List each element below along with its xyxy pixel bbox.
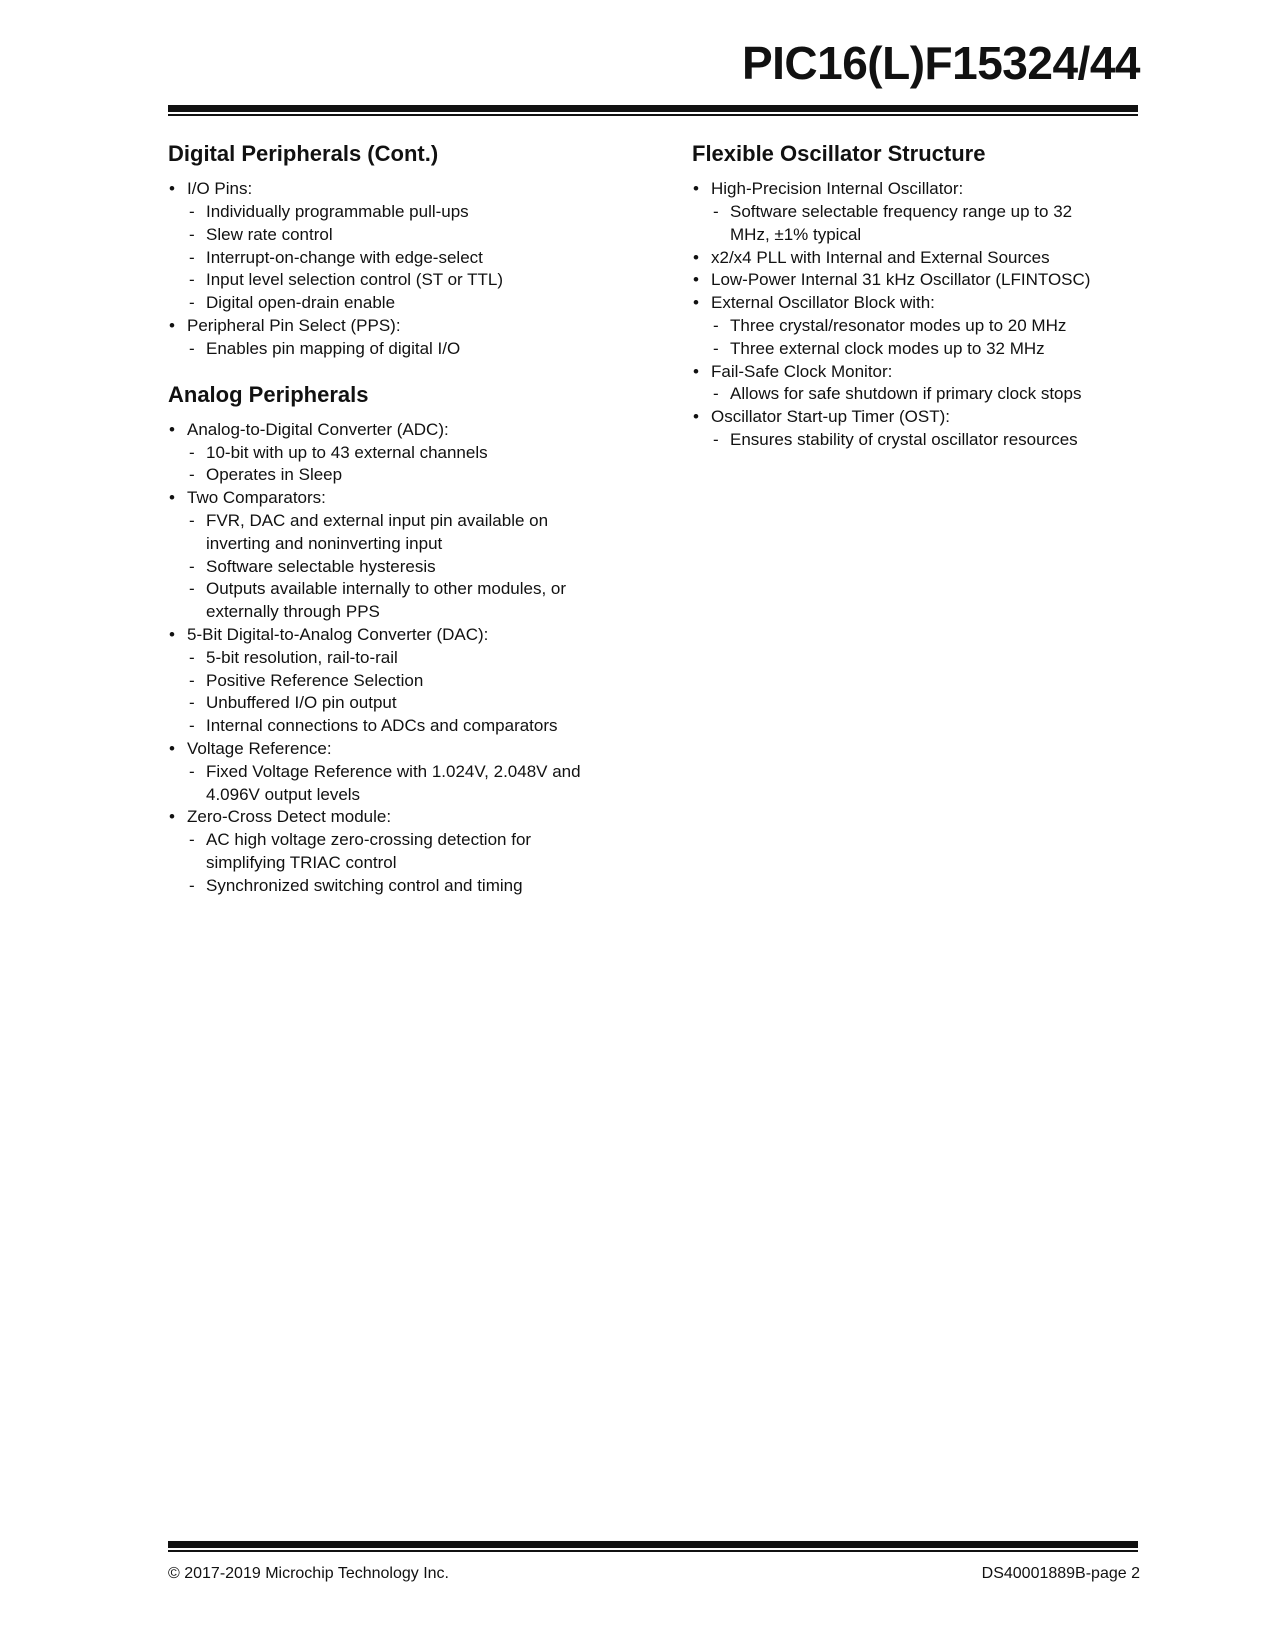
bullet-text: x2/x4 PLL with Internal and External Sources — [711, 247, 1050, 267]
sub-item: - 5-bit resolution, rail-to-rail — [187, 647, 583, 670]
bullet-text: Analog-to-Digital Converter (ADC): — [187, 419, 449, 439]
sub-item: - Internal connections to ADCs and comparators — [187, 715, 583, 738]
bullet-item — [692, 269, 1107, 292]
sub-item: - Slew rate control — [187, 224, 583, 247]
sub-item: - AC high voltage zero-crossing detection for simplifying TRIAC control — [187, 829, 583, 875]
sub-item: - Outputs available internally to other modules, or externally through PPS — [187, 578, 583, 624]
section-heading-analog-peripherals: Analog Peripherals — [168, 381, 369, 407]
bullet-item — [168, 315, 583, 361]
sub-list — [187, 510, 583, 624]
sub-item: - Enables pin mapping of digital I/O — [187, 338, 583, 361]
right-column — [692, 138, 1107, 452]
bullet-item — [692, 178, 1107, 246]
bullet-text: Low-Power Internal 31 kHz Oscillator (LFINTOSC) — [711, 270, 1091, 290]
bullet-text: Two Comparators: — [187, 488, 326, 508]
sub-item: - Synchronized switching control and timing — [187, 875, 583, 898]
bullet-list — [168, 419, 583, 898]
left-column — [168, 138, 583, 897]
bullet-item — [692, 406, 1107, 452]
footer-rule-thin — [168, 1550, 1138, 1552]
bullet-text: I/O Pins: — [187, 179, 253, 199]
bullet-item — [168, 487, 583, 624]
sub-item: - Input level selection control (ST or TTL) — [187, 269, 583, 292]
sub-list — [187, 338, 583, 361]
bullet-text: Peripheral Pin Select (PPS): — [187, 315, 401, 335]
sub-list — [187, 201, 583, 315]
section-heading-flexible-oscillator-structure: Flexible Oscillator Structure — [692, 141, 986, 166]
bullet-text: Oscillator Start-up Timer (OST): — [711, 407, 950, 427]
bullet-list — [692, 178, 1107, 452]
bullet-list — [168, 178, 583, 360]
sub-list — [187, 442, 583, 488]
footer-page-number: DS40001889B-page 2 — [981, 1565, 1140, 1582]
header-rule-thick — [168, 105, 1138, 112]
bullet-item — [692, 361, 1107, 407]
sub-list — [711, 383, 1107, 406]
sub-item: - Ensures stability of crystal oscillator resources — [711, 429, 1107, 452]
sub-item: - Allows for safe shutdown if primary clock stops — [711, 383, 1107, 406]
bullet-text: External Oscillator Block with: — [711, 293, 935, 313]
bullet-item — [168, 624, 583, 738]
sub-list — [711, 315, 1107, 361]
sub-item: - Positive Reference Selection — [187, 670, 583, 693]
sub-item: - Three external clock modes up to 32 MHz — [711, 338, 1107, 361]
bullet-text: Voltage Reference: — [187, 738, 332, 758]
sub-item: - Three crystal/resonator modes up to 20 MHz — [711, 315, 1107, 338]
bullet-item — [168, 419, 583, 487]
bullet-item — [168, 806, 583, 897]
sub-list — [187, 829, 583, 897]
bullet-item — [168, 738, 583, 806]
sub-list — [711, 201, 1107, 247]
header-rule-thin — [168, 114, 1138, 116]
sub-item: - Fixed Voltage Reference with 1.024V, 2.048V and 4.096V output levels — [187, 761, 583, 807]
sub-item: - Interrupt-on-change with edge-select — [187, 247, 583, 270]
sub-item: - Individually programmable pull-ups — [187, 201, 583, 224]
bullet-text: Zero-Cross Detect module: — [187, 807, 392, 827]
bullet-item — [692, 247, 1107, 270]
sub-list — [187, 647, 583, 738]
sub-item: - Operates in Sleep — [187, 464, 583, 487]
sub-list — [187, 761, 583, 807]
bullet-text: High-Precision Internal Oscillator: — [711, 179, 964, 199]
sub-item: - 10-bit with up to 43 external channels — [187, 442, 583, 465]
document-title: PIC16(L)F15324/44 — [741, 37, 1140, 89]
section-heading-digital-peripherals-cont: Digital Peripherals (Cont.) — [168, 141, 439, 166]
footer-rule-thick — [168, 1541, 1138, 1548]
sub-item: - Software selectable hysteresis — [187, 556, 583, 579]
footer-copyright: © 2017-2019 Microchip Technology Inc. — [168, 1565, 449, 1582]
bullet-item — [168, 178, 583, 315]
sub-list — [711, 429, 1107, 452]
sub-item: - FVR, DAC and external input pin available on inverting and noninverting input — [187, 510, 583, 556]
sub-item: - Software selectable frequency range up to 32 MHz, ±1% typical — [711, 201, 1107, 247]
sub-item: - Digital open-drain enable — [187, 292, 583, 315]
bullet-text: Fail-Safe Clock Monitor: — [711, 361, 893, 381]
bullet-item — [692, 292, 1107, 360]
sub-item: - Unbuffered I/O pin output — [187, 692, 583, 715]
bullet-text: 5-Bit Digital-to-Analog Converter (DAC): — [187, 624, 489, 644]
